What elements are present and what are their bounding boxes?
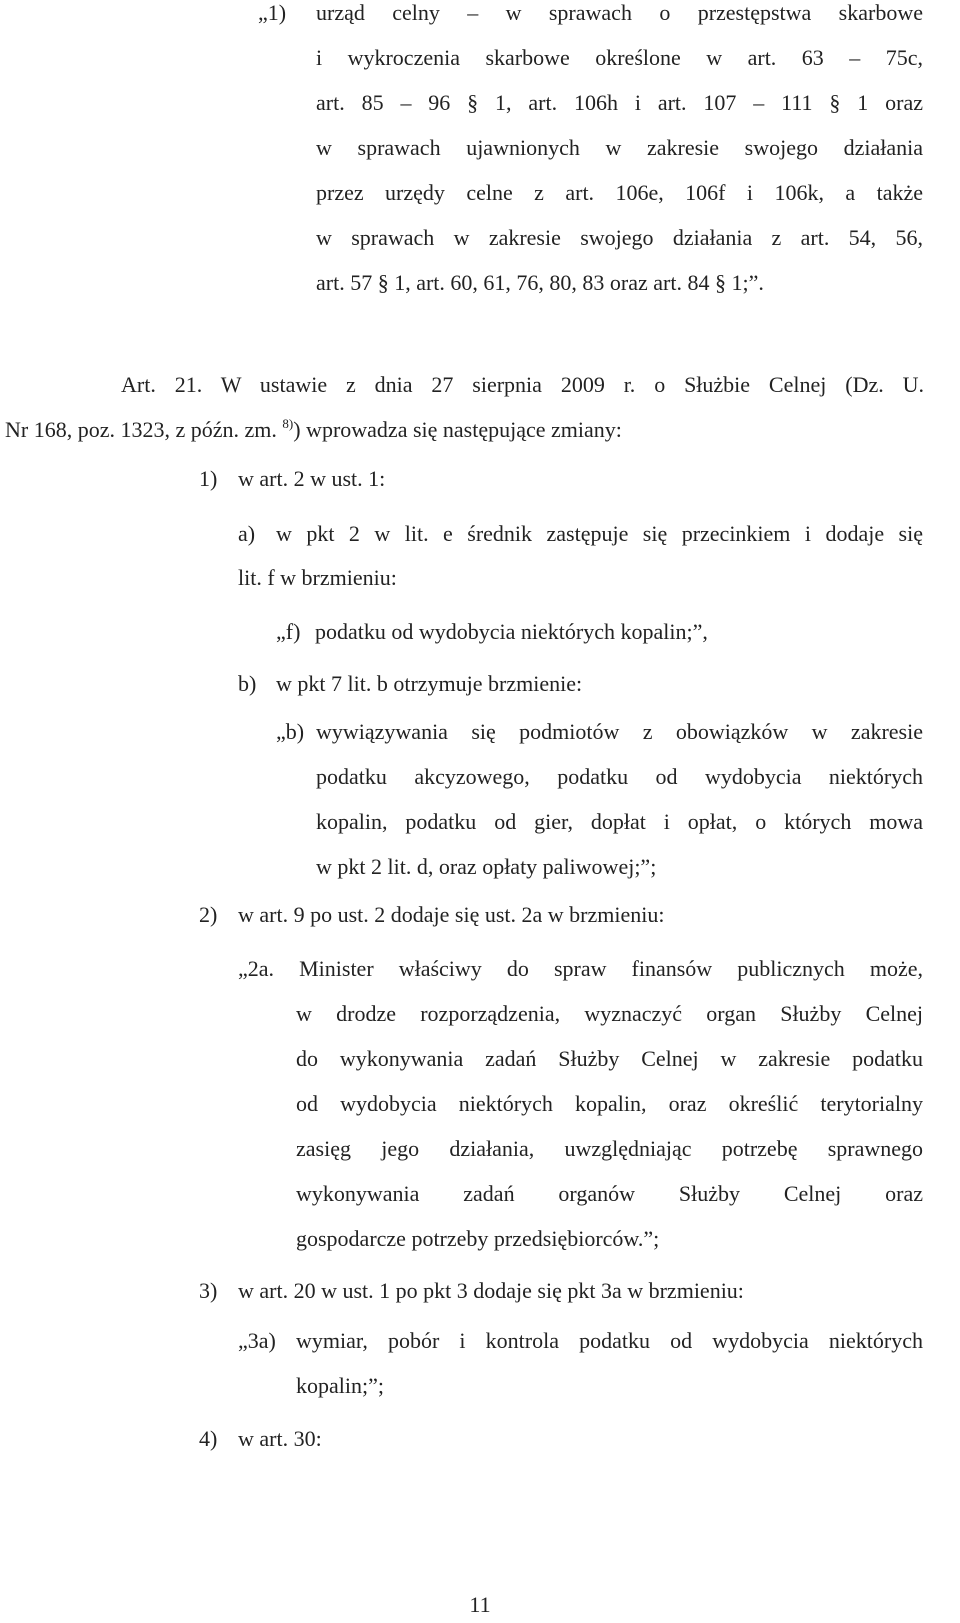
- item-label: „1): [258, 0, 287, 25]
- change-label: 2): [199, 902, 218, 927]
- text-line: w sprawach ujawnionych w zakresie swojego działania: [316, 135, 923, 160]
- article-line-2: [5, 407, 923, 452]
- change-label: 1): [199, 466, 218, 491]
- text-line: urząd celny – w sprawach o przestępstwa skarbowe: [316, 0, 923, 25]
- text-line: w drodze rozporządzenia, wyznaczyć organ Służby Celnej: [296, 1001, 923, 1026]
- point-text: w pkt 2 w lit. e średnik zastępuje się przecinkiem i dodaje się: [276, 521, 923, 546]
- article-intro: ) wprowadza się następujące zmiany:: [293, 417, 622, 442]
- footnote-ref: 8): [282, 416, 294, 431]
- text-line: i wykroczenia skarbowe określone w art. 63 – 75c,: [316, 45, 923, 70]
- text-line: gospodarcze potrzeby przedsiębiorców.”;: [296, 1226, 660, 1251]
- quoted-text: [296, 991, 923, 1261]
- text-line: przez urzędy celne z art. 106e, 106f i 106k, a także: [316, 180, 923, 205]
- point-text-cont: lit. f w brzmieniu:: [238, 565, 397, 590]
- text-line: art. 57 § 1, art. 60, 61, 76, 80, 83 oraz art. 84 § 1;”.: [316, 270, 764, 295]
- text-line: w pkt 2 lit. d, oraz opłaty paliwowej;”;: [316, 854, 657, 879]
- point-text: w pkt 7 lit. b otrzymuje brzmienie:: [276, 671, 583, 696]
- page-number: 11: [469, 1592, 491, 1617]
- change-text: w art. 9 po ust. 2 dodaje się ust. 2a w brzmieniu:: [238, 902, 665, 927]
- change-text: w art. 2 w ust. 1:: [238, 466, 386, 491]
- text-line: w sprawach w zakresie swojego działania z art. 54, 56,: [316, 225, 923, 250]
- quoted-text: [316, 709, 923, 889]
- change-text: w art. 30:: [238, 1426, 322, 1451]
- quoted-label: „f): [276, 619, 301, 644]
- text-line: wykonywania zadań organów Służby Celnej oraz: [296, 1181, 923, 1206]
- quoted-text-first: „3a) wymiar, pobór i kontrola podatku od wydobycia niektórych: [238, 1328, 923, 1353]
- change-text: w art. 20 w ust. 1 po pkt 3 dodaje się pkt 3a w brzmieniu:: [238, 1278, 744, 1303]
- change-label: 4): [199, 1426, 218, 1451]
- text-line: od wydobycia niektórych kopalin, oraz określić terytorialny: [296, 1091, 923, 1116]
- text-line: wywiązywania się podmiotów z obowiązków w zakresie: [316, 719, 923, 744]
- quoted-label: „b): [276, 719, 305, 744]
- text-line: podatku akcyzowego, podatku od wydobycia niektórych: [316, 764, 923, 789]
- text-line: kopalin, podatku od gier, dopłat i opłat, o których mowa: [316, 809, 923, 834]
- point-label: b): [238, 671, 257, 696]
- article-citation: Nr 168, poz. 1323, z późn. zm.: [5, 417, 277, 442]
- quoted-text-cont: kopalin;”;: [296, 1373, 384, 1398]
- text-line: art. 85 – 96 § 1, art. 106h i art. 107 – 111 § 1 oraz: [316, 90, 923, 115]
- point-label: a): [238, 521, 256, 546]
- text-line: zasięg jego działania, uwzględniając potrzebę sprawnego: [296, 1136, 923, 1161]
- item-1-text: [316, 0, 923, 305]
- quoted-text: podatku od wydobycia niektórych kopalin;”,: [315, 619, 708, 644]
- text-line: do wykonywania zadań Służby Celnej w zakresie podatku: [296, 1046, 923, 1071]
- change-label: 3): [199, 1278, 218, 1303]
- article-heading-line: Art. 21. W ustawie z dnia 27 sierpnia 2009 r. o Służbie Celnej (Dz. U.: [121, 372, 924, 397]
- quoted-text-first: „2a. Minister właściwy do spraw finansów publicznych może,: [238, 956, 923, 981]
